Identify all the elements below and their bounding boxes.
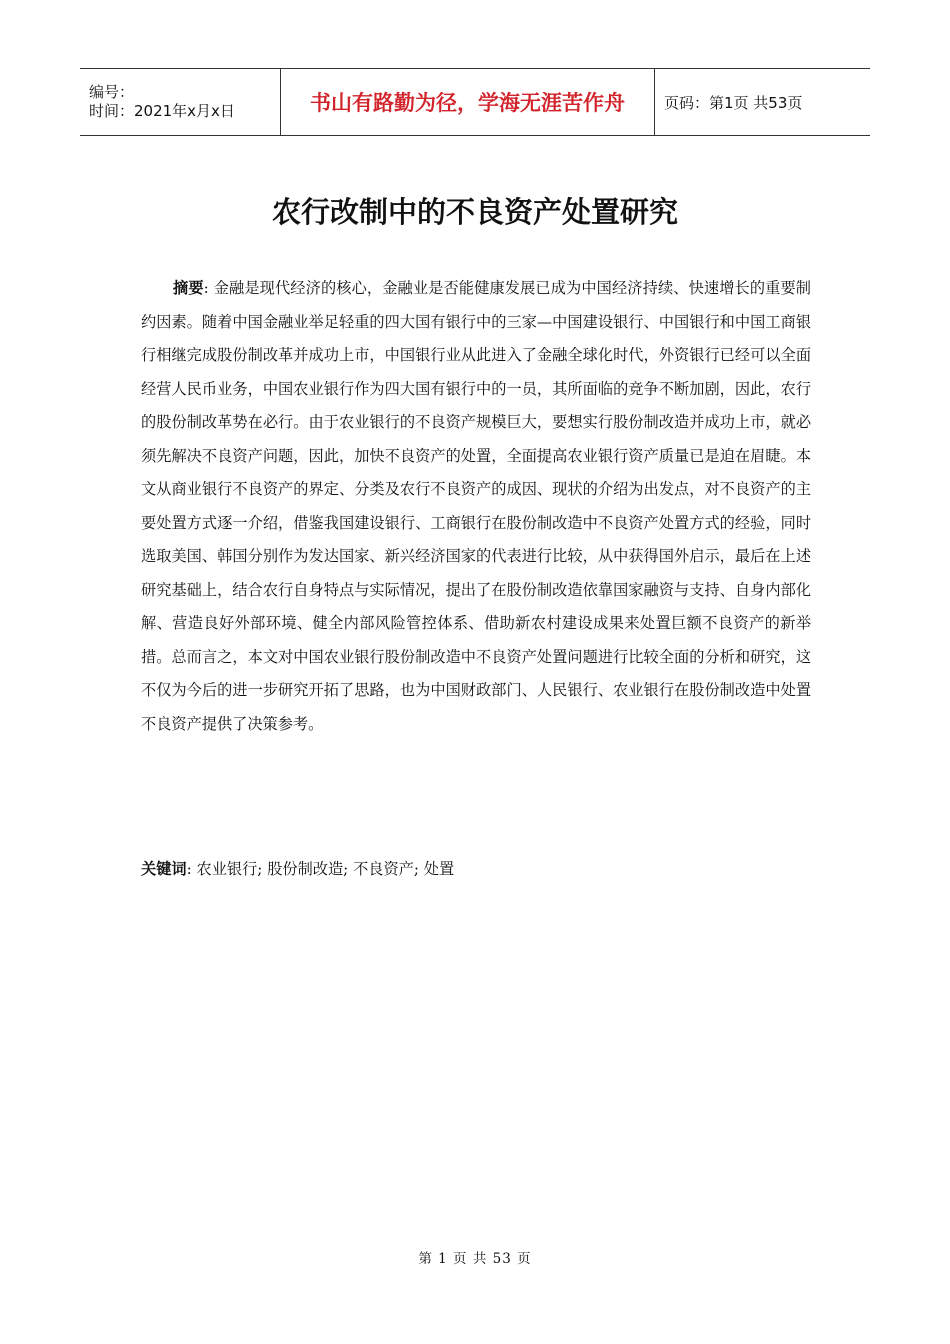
page-info-text: 页码：第1页 共53页: [664, 93, 803, 112]
abstract-label: 摘要: [173, 279, 204, 297]
header-motto: [281, 69, 655, 135]
abstract-colon: :: [203, 279, 214, 297]
document-number-label: 编号：: [89, 83, 135, 101]
document-time: 时间：2021年x月x日: [89, 102, 235, 120]
keywords-colon: :: [186, 860, 197, 878]
page-header: [80, 68, 870, 136]
keywords-line: [141, 853, 811, 886]
keywords-label: 关键词: [141, 860, 187, 878]
header-page-info: [655, 69, 870, 135]
page-footer: 第 1 页 共 53 页: [418, 1251, 532, 1267]
abstract-text: 金融是现代经济的核心，金融业是否能健康发展已成为中国经济持续、快速增长的重要制约因素。随着中国金融业举足轻重的四大国有银行中的三家—中国建设银行、中国银行和中国工商银行相继完成股份制改革并成功上市，中国银行业从此进入了金融全球化时代，外资银行已经可以全面经营人民币业务，中国农业银行作为四大国有银行中的一员，其所面临的竞争不断加剧，因此，农行的股份制改革势在必行。由于农业银行的不良资产规模巨大，要想实行股份制改造并成功上市，就必须先解决不良资产问题，因此，加快不良资产的处置，全面提高农业银行资产质量已是迫在眉睫。本文从商业银行不良资产的界定、分类及农行不良资产的成因、现状的介绍为出发点，对不良资产的主要处置方式逐一介绍，借鉴我国建设银行、工商银行在股份制改造中不良资产处置方式的经验，同时选取美国、韩国分别作为发达国家、新兴经济国家的代表进行比较，从中获得国外启示，最后在上述研究基础上，结合农行自身特点与实际情况，提出了在股份制改造依靠国家融资与支持、自身内部化解、营造良好外部环境、健全内部风险管控体系、借助新农村建设成果来处置巨额不良资产的新举措。总而言之，本文对中国农业银行股份制改造中不良资产处置问题进行比较全面的分析和研究，这不仅为今后的进一步研究开拓了思路，也为中国财政部门、人民银行、农业银行在股份制改造中处置不良资产提供了决策参考。: [141, 279, 811, 733]
motto-text: 书山有路勤为径，学海无涯苦作舟: [310, 91, 625, 115]
abstract-paragraph: [141, 272, 811, 741]
header-meta: [80, 69, 281, 135]
keywords-text: 农业银行; 股份制改造; 不良资产; 处置: [196, 860, 455, 878]
document-title: 农行改制中的不良资产处置研究: [271, 195, 678, 229]
